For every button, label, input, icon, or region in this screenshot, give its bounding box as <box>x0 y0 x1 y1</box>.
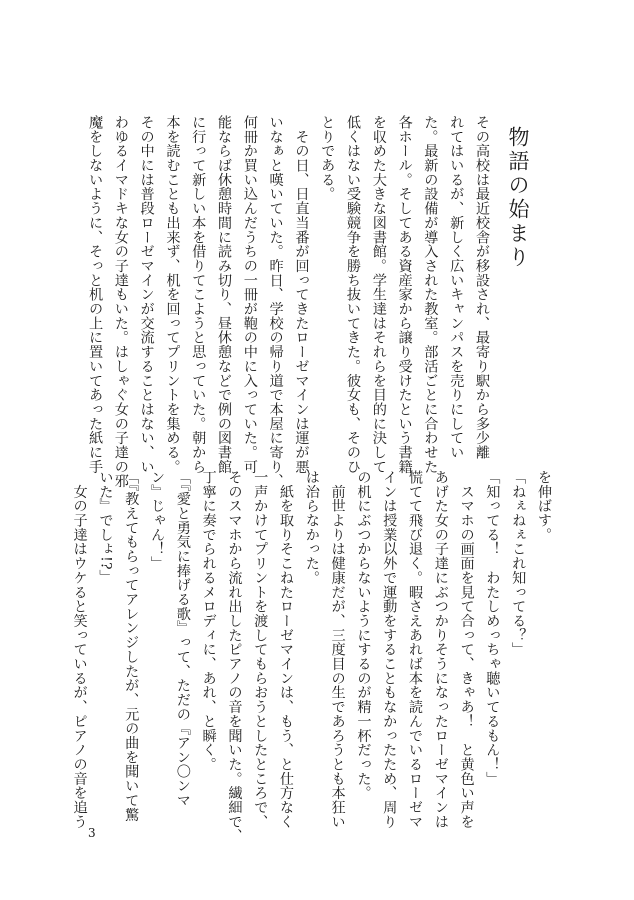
text-line: 「ねぇねぇこれ知ってる？」 <box>510 470 527 657</box>
text-line: 「『教えてもらってアレンジしたが、元の曲を聞いて驚 <box>123 470 140 822</box>
text-line: を収めた大きな図書館。学生達はそれらを目的に決して <box>370 115 387 474</box>
text-line: を伸ばす。 <box>536 470 552 542</box>
text-line: 紙を取りそこねたローゼマインは、もう、と仕方なく <box>278 470 295 829</box>
text-line: インは授業以外で運動をすることもなかったため、周り <box>381 470 398 829</box>
text-line: 女の子達はウケると笑っているが、ピアノの音を追う <box>71 470 88 829</box>
text-line: スマホの画面を見て合って、きゃあ！ と黄色い声を <box>458 470 475 829</box>
text-line: わゆるイマドキな女の子達もいた。はしゃぐ女の子達の邪 <box>112 115 129 489</box>
text-line: れてはいるが、新しく広いキャンパスを売りにしてい <box>448 115 465 460</box>
text-line: 各ホール。そしてある資産家から譲り受けたという書籍 <box>396 115 413 474</box>
text-line: 何冊か買い込んだうちの一冊が鞄の中に入っていた。可 <box>241 115 258 474</box>
text-line: 前世よりは健康だが、三度目の生であろうとも本狂い <box>329 470 346 829</box>
text-line: 慌てて飛び退く。暇さえあれば本を読んでいるローゼマ <box>407 470 424 829</box>
text-line: 低くはない受験競争を勝ち抜いてきた。彼女も、そのひ <box>345 115 362 474</box>
text-line: 一声かけてプリントを渡してもらおうとしたところで、 <box>252 470 269 829</box>
text-line: の机にぶつからないようにするのが精一杯だった。 <box>355 470 372 801</box>
text-line: に行って新しい本を借りてこようと思っていた。朝から <box>190 115 207 474</box>
text-line: た。最新の設備が導入された教室。部活ごとに合わせた <box>422 115 439 474</box>
text-line: 能ならば休憩時間に読み切り、昼休憩などで例の図書館 <box>216 115 233 474</box>
text-line: あげた女の子達にぶつかりそうになったローゼマインは <box>432 470 449 829</box>
text-line: 丁寧に奏でられるメロディに、あれ、と瞬く。 <box>200 470 217 772</box>
text-line: いなぁと嘆いていた。昨日、学校の帰り道で本屋に寄り、 <box>267 115 284 489</box>
text-line: その日、日直当番が回ってきたローゼマインは運が悪 <box>293 115 310 474</box>
text-line: は治らなかった。 <box>303 470 320 585</box>
text-line: いた』でしょ!?」 <box>97 470 114 585</box>
page-number: 3 <box>88 826 96 840</box>
text-block-bottom <box>71 470 556 844</box>
text-line: ン』じゃん！」 <box>149 470 166 571</box>
text-line: 魔をしないように、そっと机の上に置いてあった紙に手 <box>87 115 104 474</box>
text-line: 「知ってる！ わたしめっちゃ聴いてるもん！」 <box>484 470 501 786</box>
text-block-top <box>87 115 494 489</box>
text-line: 本を読むことも出来ず、机を回ってプリントを集める。 <box>164 115 181 474</box>
chapter-title: 物語の始まり <box>506 126 530 270</box>
text-line: 「『愛と勇気に捧げる歌』って、ただの『アン〇ンマ <box>174 470 191 808</box>
text-line: その高校は最近校舎が移設され、最寄り駅から多少離 <box>474 115 490 460</box>
text-line: とりである。 <box>319 115 336 202</box>
text-line: その中には普段ローゼマインが交流することはない、い <box>138 115 155 474</box>
text-line: そのスマホから流れ出したピアノの音を聞いた。繊細で、 <box>226 470 243 844</box>
